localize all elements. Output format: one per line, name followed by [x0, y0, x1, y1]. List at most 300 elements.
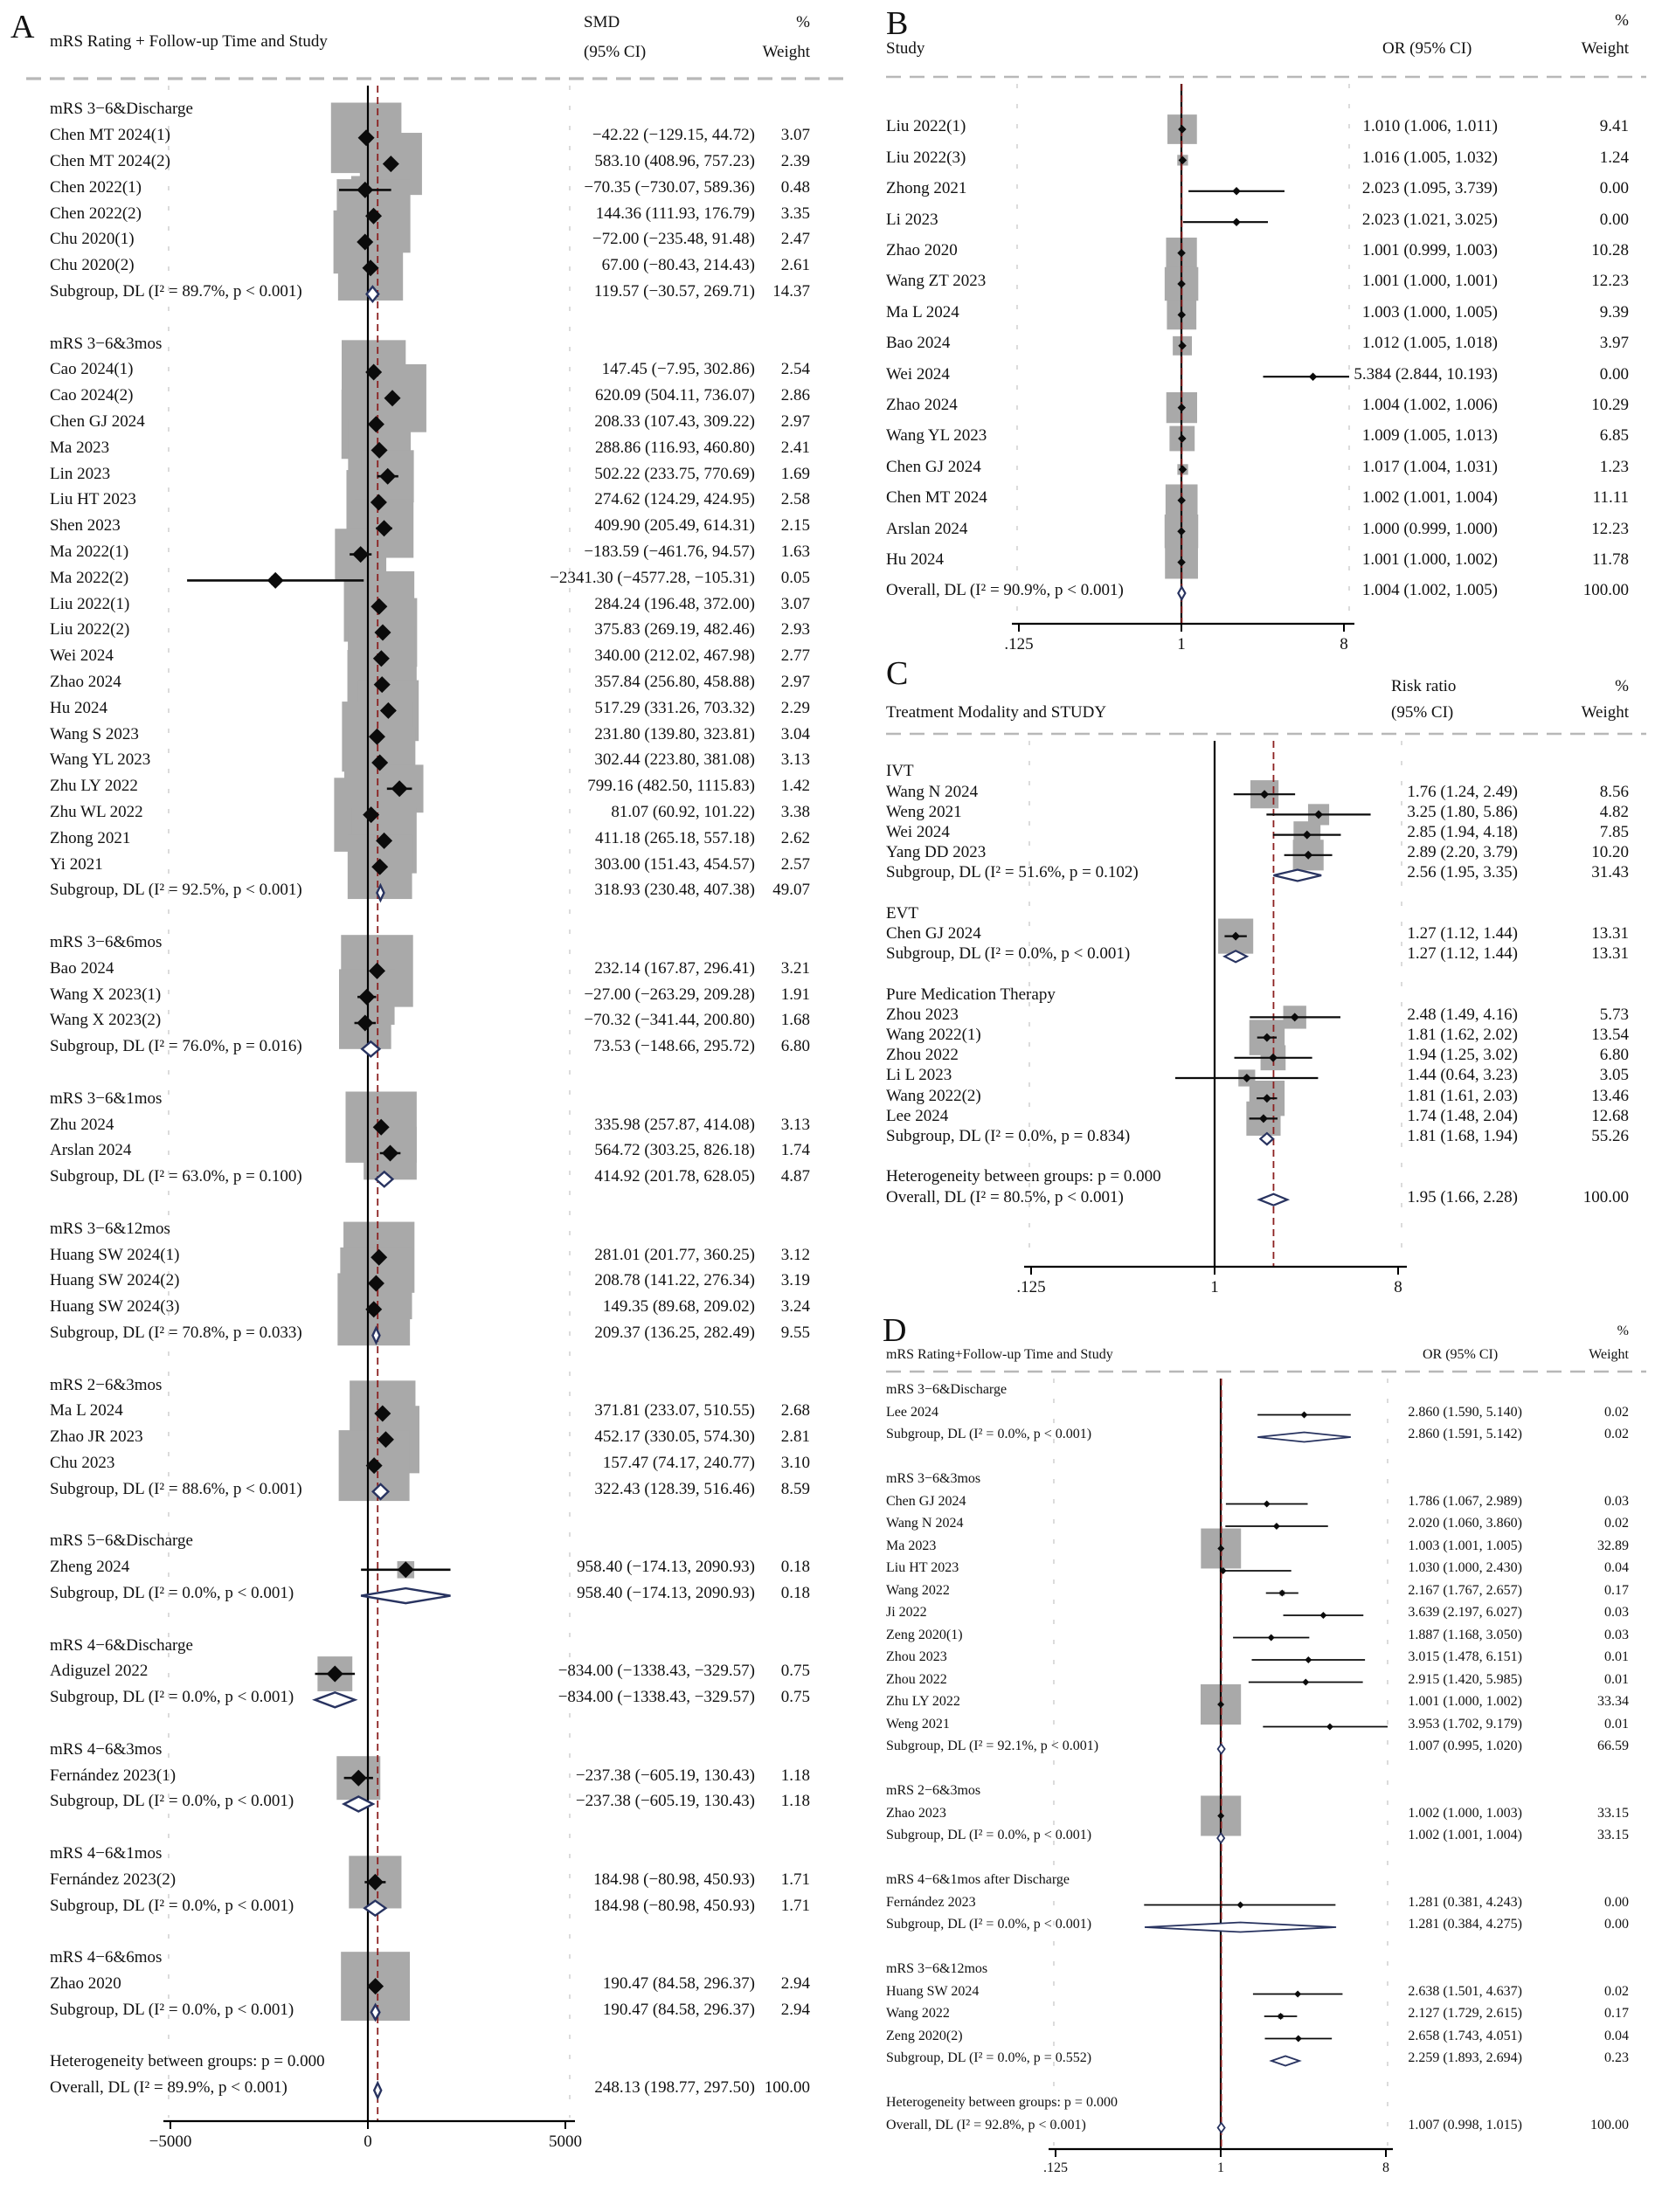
- weight-value: 3.13: [780, 750, 810, 770]
- ci-value: 67.00 (−80.43, 214.43): [601, 256, 755, 275]
- ci-value: 1.76 (1.24, 2.49): [1407, 782, 1518, 801]
- study-label: Zhong 2021: [886, 179, 967, 198]
- overall-diamond: [1178, 587, 1185, 599]
- weight-value: 3.24: [780, 1297, 810, 1317]
- weight-value: 3.10: [780, 1454, 810, 1473]
- study-label: Huang SW 2024(2): [50, 1271, 180, 1290]
- weight-value: 2.54: [780, 360, 810, 379]
- subgroup-diamond: [1271, 2056, 1299, 2066]
- ci-value: 799.16 (482.50, 1115.83): [587, 777, 755, 796]
- ci-value: 5.384 (2.844, 10.193): [1354, 364, 1498, 384]
- study-label: Chen GJ 2024: [886, 457, 981, 476]
- weight-value: 0.00: [1599, 364, 1629, 384]
- point-estimate-marker: [1309, 372, 1318, 381]
- ci-value: 184.98 (−80.98, 450.93): [593, 1896, 755, 1915]
- group-header: mRS 4−6&Discharge: [50, 1635, 193, 1655]
- study-label: Zheng 2024: [50, 1558, 130, 1577]
- weight-value: 2.81: [780, 1427, 810, 1447]
- ci-value: 1.81 (1.68, 1.94): [1407, 1127, 1518, 1146]
- ci-value: 144.36 (111.93, 176.79): [595, 204, 755, 223]
- panel-label-B: B: [886, 5, 909, 42]
- ci-layer: [1181, 129, 1349, 563]
- weight-percent-header: %: [1615, 677, 1629, 695]
- axis-tick-label: 1: [1177, 635, 1186, 653]
- weight-value: 100.00: [1590, 2117, 1629, 2133]
- ci-value: 1.81 (1.61, 2.03): [1407, 1086, 1518, 1105]
- weight-header: Weight: [1581, 703, 1629, 722]
- weight-value: 1.24: [1599, 148, 1629, 167]
- weight-header: Weight: [1589, 1347, 1629, 1362]
- overall-diamond: [1218, 2123, 1225, 2133]
- subgroup-diamond: [315, 1692, 356, 1707]
- ci-value: 303.00 (151.43, 454.57): [594, 854, 755, 874]
- point-estimate-marker: [1305, 1656, 1312, 1663]
- weight-value: 0.04: [1604, 2028, 1629, 2043]
- panel-title: mRS Rating + Follow-up Time and Study: [50, 32, 328, 51]
- ci-value: 409.90 (205.49, 614.31): [594, 516, 755, 536]
- study-label: Chen MT 2024(1): [50, 126, 170, 145]
- weight-value: 0.18: [780, 1558, 810, 1577]
- study-label: Zeng 2020(1): [886, 1627, 963, 1642]
- ci-value: 190.47 (84.58, 296.37): [602, 1974, 755, 1994]
- study-label: Zhao 2024: [50, 673, 121, 692]
- weight-value: 0.05: [780, 568, 810, 587]
- study-label: Hu 2024: [50, 698, 107, 717]
- weight-value: 3.13: [780, 1115, 810, 1134]
- weight-value: 11.78: [1591, 550, 1629, 570]
- ci-value: 357.84 (256.80, 458.88): [594, 673, 755, 692]
- ci-value: 81.07 (60.92, 101.22): [611, 803, 755, 822]
- weight-value: 12.23: [1591, 272, 1629, 291]
- ci-value: 335.98 (257.87, 414.08): [594, 1115, 755, 1134]
- ci-value: 1.002 (1.000, 1.003): [1408, 1805, 1522, 1821]
- study-label: Wang 2022(1): [886, 1026, 981, 1045]
- ci-value: 73.53 (−148.66, 295.72): [593, 1037, 755, 1056]
- ci-value: 2.860 (1.591, 5.142): [1408, 1427, 1522, 1442]
- ci-value: 1.004 (1.002, 1.006): [1361, 396, 1498, 415]
- ci-value: 2.89 (2.20, 3.79): [1407, 843, 1518, 862]
- weight-value: 2.77: [780, 646, 810, 666]
- study-label: Li L 2023: [886, 1066, 952, 1085]
- ci-value: 375.83 (269.19, 482.46): [594, 620, 755, 639]
- study-label: Zhou 2023: [886, 1649, 947, 1665]
- subgroup-label: Subgroup, DL (I² = 0.0%, p < 0.001): [50, 1792, 294, 1811]
- subgroup-diamond: [361, 1588, 450, 1603]
- study-label: Wang 2022: [886, 2006, 950, 2022]
- ci-value: 1.003 (1.000, 1.005): [1361, 302, 1498, 321]
- subgroup-label: Subgroup, DL (I² = 0.0%, p < 0.001): [886, 944, 1131, 964]
- point-estimate-marker: [1232, 218, 1241, 226]
- study-label: Liu 2022(1): [886, 117, 966, 136]
- point-estimate-marker: [1237, 1902, 1244, 1909]
- weight-value: 0.04: [1604, 1560, 1629, 1576]
- ci-value: 1.009 (1.005, 1.013): [1361, 426, 1498, 446]
- ci-value: 1.004 (1.002, 1.005): [1361, 581, 1498, 600]
- weight-value: 33.34: [1597, 1694, 1629, 1710]
- study-label: Zhao 2020: [886, 241, 958, 260]
- subgroup-label: Subgroup, DL (I² = 92.1%, p < 0.001): [886, 1738, 1099, 1754]
- weight-value: 0.17: [1604, 1582, 1629, 1598]
- ci-value: 1.001 (1.000, 1.002): [1408, 1694, 1522, 1710]
- ci-value: 371.81 (233.07, 510.55): [594, 1401, 755, 1421]
- ci-value: 232.14 (167.87, 296.41): [594, 958, 755, 978]
- weight-value: 2.94: [780, 1974, 810, 1994]
- ci-value: 414.92 (201.78, 628.05): [594, 1167, 755, 1186]
- weight-value: 1.91: [780, 985, 810, 1004]
- study-label: Ji 2022: [886, 1605, 927, 1621]
- ci-value: 157.47 (74.17, 240.77): [602, 1454, 755, 1473]
- ci-value: −70.35 (−730.07, 589.36): [584, 177, 755, 197]
- study-label: Liu 2022(1): [50, 594, 130, 613]
- heterogeneity-note: Heterogeneity between groups: p = 0.000: [50, 2052, 325, 2071]
- ci-value: −237.38 (−605.19, 130.43): [575, 1766, 755, 1785]
- study-label: Chen 2022(2): [50, 204, 142, 223]
- ci-value: 3.25 (1.80, 5.86): [1407, 802, 1518, 821]
- ci-value: 411.18 (265.18, 557.18): [595, 828, 755, 847]
- weight-value: 1.71: [780, 1896, 810, 1915]
- study-label: Zhao 2023: [886, 1805, 946, 1821]
- subgroup-label: Subgroup, DL (I² = 63.0%, p = 0.100): [50, 1167, 302, 1186]
- ci-value: 2.023 (1.095, 3.739): [1361, 179, 1498, 198]
- weight-value: 49.07: [772, 881, 810, 900]
- axis-layer: [1024, 1267, 1407, 1275]
- refline-layer: [886, 1372, 1646, 2149]
- panel-title: Treatment Modality and STUDY: [886, 703, 1107, 722]
- axis-tick-label: −5000: [149, 2133, 192, 2151]
- overall-label: Overall, DL (I² = 89.9%, p < 0.001): [50, 2078, 287, 2098]
- ci-value: 2.56 (1.95, 3.35): [1407, 863, 1518, 882]
- study-label: Shen 2023: [50, 516, 121, 536]
- subgroup-diamond: [1273, 870, 1321, 881]
- ci-value: 302.44 (223.80, 381.08): [594, 750, 755, 770]
- point-estimate-marker: [267, 572, 284, 589]
- study-label: Wang S 2023: [50, 724, 139, 743]
- ci-value: 517.29 (331.26, 703.32): [594, 698, 755, 717]
- study-label: Zhao 2024: [886, 396, 958, 415]
- point-estimate-marker: [1295, 2036, 1302, 2043]
- refline-layer: [886, 77, 1646, 624]
- weight-value: 1.42: [780, 777, 810, 796]
- weight-value: 2.41: [780, 438, 810, 457]
- axis-tick-label: .125: [1004, 635, 1034, 653]
- study-label: Weng 2021: [886, 802, 962, 821]
- study-label: Zhou 2023: [886, 1005, 959, 1024]
- study-label: Chen MT 2024: [886, 488, 987, 508]
- study-label: Chen GJ 2024: [886, 1493, 966, 1509]
- weight-value: 2.58: [780, 490, 810, 509]
- ci-value: 318.93 (230.48, 407.38): [594, 881, 755, 900]
- group-header: Pure Medication Therapy: [886, 985, 1056, 1004]
- axis-tick-label: 0: [364, 2133, 372, 2151]
- study-label: Ma 2023: [886, 1538, 937, 1553]
- group-header: mRS 5−6&Discharge: [50, 1531, 193, 1551]
- subgroup-label: Subgroup, DL (I² = 70.8%, p = 0.033): [50, 1324, 302, 1343]
- ci-value: 231.80 (139.80, 323.81): [594, 724, 755, 743]
- ci-value: 2.658 (1.743, 4.051): [1408, 2028, 1522, 2043]
- point-estimate-marker: [1273, 1523, 1280, 1530]
- weight-percent-header: %: [1617, 1324, 1629, 1338]
- axis-tick-label: 8: [1394, 1278, 1402, 1296]
- panel-label-C: C: [886, 655, 909, 692]
- weight-value: 3.35: [780, 204, 810, 223]
- study-label: Wang X 2023(2): [50, 1011, 162, 1030]
- weight-value: 100.00: [1582, 1187, 1629, 1206]
- study-label: Wang N 2024: [886, 782, 979, 801]
- ci-value: 1.000 (0.999, 1.000): [1361, 519, 1498, 538]
- weight-value: 3.19: [780, 1271, 810, 1290]
- study-label: Wang YL 2023: [50, 750, 151, 770]
- ci-value: −72.00 (−235.48, 91.48): [592, 230, 755, 249]
- ci-value: 452.17 (330.05, 574.30): [594, 1427, 755, 1447]
- ci-value: 583.10 (408.96, 757.23): [594, 152, 755, 171]
- ci-value: 1.016 (1.005, 1.032): [1361, 148, 1498, 167]
- group-header: mRS 4−6&1mos: [50, 1844, 163, 1863]
- weight-value: 0.02: [1604, 1404, 1629, 1420]
- study-label: Zhu LY 2022: [886, 1694, 960, 1710]
- study-label: Fernández 2023: [886, 1894, 976, 1910]
- ci-value: 1.002 (1.001, 1.004): [1361, 488, 1498, 508]
- point-estimate-marker: [1326, 1724, 1333, 1731]
- study-label: Ma L 2024: [886, 302, 959, 321]
- study-label: Wei 2024: [886, 823, 950, 842]
- weight-value: 0.00: [1604, 1917, 1629, 1932]
- group-header: mRS 3−6&12mos: [886, 1961, 988, 1977]
- subgroup-label: Subgroup, DL (I² = 0.0%, p < 0.001): [886, 1427, 1092, 1442]
- ci-value: 3.953 (1.702, 9.179): [1408, 1716, 1522, 1732]
- study-label: Hu 2024: [886, 550, 944, 570]
- ci-value: 564.72 (303.25, 826.18): [594, 1141, 755, 1160]
- ci-value: 208.33 (107.43, 309.22): [594, 412, 755, 432]
- weight-value: 4.87: [780, 1167, 810, 1186]
- ci-value: −70.32 (−341.44, 200.80): [584, 1011, 755, 1030]
- ci-value: −42.22 (−129.15, 44.72): [592, 126, 755, 145]
- study-label: Ma 2022(2): [50, 568, 129, 587]
- study-label: Lee 2024: [886, 1106, 949, 1125]
- study-label: Wei 2024: [50, 646, 114, 666]
- ci-value: 284.24 (196.48, 372.00): [594, 594, 755, 613]
- ci-value: −834.00 (−1338.43, −329.57): [557, 1688, 755, 1707]
- weight-value: 0.00: [1599, 210, 1629, 229]
- heterogeneity-note: Heterogeneity between groups: p = 0.000: [886, 2095, 1118, 2111]
- study-label: Arslan 2024: [886, 519, 968, 538]
- weight-value: 2.29: [780, 698, 810, 717]
- effect-header: OR (95% CI): [1382, 39, 1472, 58]
- study-label: Weng 2021: [886, 1716, 950, 1732]
- subgroup-label: Subgroup, DL (I² = 51.6%, p = 0.102): [886, 863, 1139, 882]
- point-estimate-marker: [1294, 1991, 1301, 1998]
- marker-layer: [1177, 125, 1317, 599]
- weight-value: 2.97: [780, 412, 810, 432]
- ci-value: 502.22 (233.75, 770.69): [594, 464, 755, 483]
- weight-value: 3.07: [780, 594, 810, 613]
- weight-value: 6.80: [1599, 1046, 1629, 1065]
- weight-value: 0.01: [1604, 1716, 1629, 1732]
- weight-value: 0.03: [1604, 1605, 1629, 1621]
- marker-layer: [1145, 1412, 1351, 2133]
- study-label: Cao 2024(2): [50, 386, 134, 405]
- weight-value: 0.02: [1604, 1427, 1629, 1442]
- weight-value: 2.39: [780, 152, 810, 171]
- weight-value: 0.00: [1599, 179, 1629, 198]
- ci-value: 184.98 (−80.98, 450.93): [593, 1870, 755, 1889]
- study-label: Zhou 2022: [886, 1671, 947, 1687]
- ci-value: 1.007 (0.998, 1.015): [1408, 2117, 1522, 2133]
- study-label: Bao 2024: [50, 958, 114, 978]
- weight-value: 7.85: [1599, 823, 1629, 842]
- weight-value: 0.02: [1604, 1983, 1629, 1999]
- study-label: Liu 2022(2): [50, 620, 130, 639]
- study-label: Chen GJ 2024: [886, 924, 981, 944]
- ci-value: −237.38 (−605.19, 130.43): [575, 1792, 755, 1811]
- ci-value: 620.09 (504.11, 736.07): [595, 386, 755, 405]
- study-label: Huang SW 2024(3): [50, 1297, 180, 1317]
- study-label: Huang SW 2024: [886, 1983, 980, 1999]
- study-label: Zhu 2024: [50, 1115, 114, 1134]
- study-label: Zeng 2020(2): [886, 2028, 963, 2043]
- ci-value: 1.012 (1.005, 1.018): [1361, 334, 1498, 353]
- study-label: Wang 2022(2): [886, 1086, 981, 1105]
- weight-value: 14.37: [772, 282, 810, 301]
- ci-value: 2.167 (1.767, 2.657): [1408, 1582, 1522, 1598]
- ci-value: 1.030 (1.000, 2.430): [1408, 1560, 1522, 1576]
- ci-value: 1.887 (1.168, 3.050): [1408, 1627, 1522, 1642]
- weight-value: 10.29: [1591, 396, 1629, 415]
- weight-value: 9.41: [1599, 117, 1629, 136]
- point-estimate-marker: [1302, 1679, 1309, 1686]
- overall-label: Overall, DL (I² = 92.8%, p < 0.001): [886, 2117, 1086, 2133]
- group-header: mRS 4−6&3mos: [50, 1739, 163, 1759]
- weight-value: 2.86: [780, 386, 810, 405]
- subgroup-label: Subgroup, DL (I² = 0.0%, p < 0.001): [886, 1828, 1092, 1843]
- weight-value: 5.73: [1599, 1005, 1629, 1024]
- ci-value: 958.40 (−174.13, 2090.93): [577, 1558, 755, 1577]
- study-label: Chen GJ 2024: [50, 412, 145, 432]
- study-label: Lee 2024: [886, 1404, 938, 1420]
- axis-tick-label: .125: [1043, 2160, 1068, 2175]
- subgroup-label: Subgroup, DL (I² = 76.0%, p = 0.016): [50, 1037, 302, 1056]
- study-label: Yang DD 2023: [886, 843, 987, 862]
- axis-tick-label: 1: [1217, 2160, 1224, 2175]
- group-header: mRS 2−6&3mos: [50, 1375, 163, 1394]
- group-header: mRS 3−6&Discharge: [50, 100, 193, 119]
- study-label: Wang N 2024: [886, 1516, 964, 1531]
- ci-value: −2341.30 (−4577.28, −105.31): [550, 568, 755, 587]
- weight-value: 31.43: [1591, 863, 1629, 882]
- study-label: Li 2023: [886, 210, 938, 229]
- ci-value: 1.017 (1.004, 1.031): [1361, 457, 1498, 476]
- ci-value: 1.007 (0.995, 1.020): [1408, 1738, 1522, 1754]
- group-header: IVT: [886, 762, 914, 781]
- weight-value: 0.48: [780, 177, 810, 197]
- weight-value: 2.62: [780, 828, 810, 847]
- weight-value: 12.68: [1591, 1106, 1629, 1125]
- subgroup-diamond: [1257, 1433, 1351, 1442]
- study-label: Lin 2023: [50, 464, 111, 483]
- weight-value: 4.82: [1599, 802, 1629, 821]
- weight-value: 55.26: [1591, 1127, 1629, 1146]
- axis-layer: [163, 2121, 575, 2129]
- weight-value: 33.15: [1597, 1828, 1629, 1843]
- ci-value: 1.81 (1.62, 2.02): [1407, 1026, 1518, 1045]
- effect-header: OR (95% CI): [1423, 1347, 1499, 1362]
- study-label: Wang 2022: [886, 1582, 950, 1598]
- ci-value: 209.37 (136.25, 282.49): [594, 1324, 755, 1343]
- weight-value: 3.12: [780, 1245, 810, 1264]
- study-label: Liu HT 2023: [50, 490, 136, 509]
- study-label: Zhu LY 2022: [50, 777, 138, 796]
- study-label: Liu HT 2023: [886, 1560, 959, 1576]
- group-header: mRS 3−6&6mos: [50, 933, 163, 952]
- ci-value: 248.13 (198.77, 297.50): [594, 2078, 755, 2098]
- subgroup-label: Subgroup, DL (I² = 0.0%, p < 0.001): [886, 1917, 1092, 1932]
- ci-value: 1.002 (1.001, 1.004): [1408, 1828, 1522, 1843]
- subgroup-diamond: [1145, 1923, 1336, 1932]
- axis-tick-label: 8: [1340, 635, 1348, 653]
- point-estimate-marker: [1319, 1612, 1326, 1619]
- ci-value: 1.786 (1.067, 2.989): [1408, 1493, 1522, 1509]
- weight-value: 0.01: [1604, 1649, 1629, 1665]
- ci-value: 1.94 (1.25, 3.02): [1407, 1046, 1518, 1065]
- panel-label-A: A: [10, 9, 35, 45]
- weight-value: 1.18: [780, 1792, 810, 1811]
- weight-value: 33.15: [1597, 1805, 1629, 1821]
- study-label: Chu 2023: [50, 1454, 115, 1473]
- axis-tick-label: 8: [1382, 2160, 1389, 2175]
- weight-value: 1.71: [780, 1870, 810, 1889]
- point-estimate-marker: [1232, 187, 1241, 196]
- weight-percent-header: %: [796, 13, 810, 31]
- weight-value: 2.57: [780, 854, 810, 874]
- study-label: Liu 2022(3): [886, 148, 966, 167]
- study-label: Cao 2024(1): [50, 360, 134, 379]
- weight-value: 0.75: [780, 1662, 810, 1681]
- ci-value: 340.00 (212.02, 467.98): [594, 646, 755, 666]
- study-label: Huang SW 2024(1): [50, 1245, 180, 1264]
- subgroup-label: Subgroup, DL (I² = 0.0%, p < 0.001): [50, 1896, 294, 1915]
- study-label: Wang X 2023(1): [50, 985, 162, 1004]
- weight-value: 1.63: [780, 543, 810, 562]
- overall-diamond: [374, 2083, 381, 2098]
- effect-ci-header: (95% CI): [584, 43, 647, 61]
- study-label: Wei 2024: [886, 364, 950, 384]
- study-label: Chu 2020(1): [50, 230, 135, 249]
- weight-value: 0.75: [780, 1688, 810, 1707]
- subgroup-label: Subgroup, DL (I² = 0.0%, p < 0.001): [50, 1584, 294, 1603]
- subgroup-label: Subgroup, DL (I² = 88.6%, p < 0.001): [50, 1479, 302, 1498]
- ci-value: 2.127 (1.729, 2.615): [1408, 2006, 1522, 2022]
- weight-value: 11.11: [1592, 488, 1629, 508]
- study-label: Fernández 2023(1): [50, 1766, 177, 1785]
- study-label: Ma L 2024: [50, 1401, 123, 1421]
- weight-value: 13.31: [1591, 944, 1629, 964]
- squares-layer: [271, 103, 426, 2022]
- weight-value: 1.18: [780, 1766, 810, 1785]
- ci-value: 2.259 (1.893, 2.694): [1408, 2050, 1522, 2066]
- weight-value: 1.23: [1599, 457, 1629, 476]
- study-label: Zhou 2022: [886, 1046, 959, 1065]
- weight-value: 1.68: [780, 1011, 810, 1030]
- effect-header: Risk ratio: [1391, 677, 1457, 695]
- study-label: Wang ZT 2023: [886, 272, 987, 291]
- weight-value: 2.15: [780, 516, 810, 536]
- subgroup-label: Subgroup, DL (I² = 0.0%, p < 0.001): [50, 2000, 294, 2019]
- axis-layer: [1012, 624, 1354, 632]
- ci-value: 147.45 (−7.95, 302.86): [601, 360, 755, 379]
- overall-label: Overall, DL (I² = 80.5%, p < 0.001): [886, 1187, 1124, 1206]
- weight-value: 8.59: [780, 1479, 810, 1498]
- weight-value: 0.02: [1604, 1516, 1629, 1531]
- weight-value: 0.00: [1604, 1894, 1629, 1910]
